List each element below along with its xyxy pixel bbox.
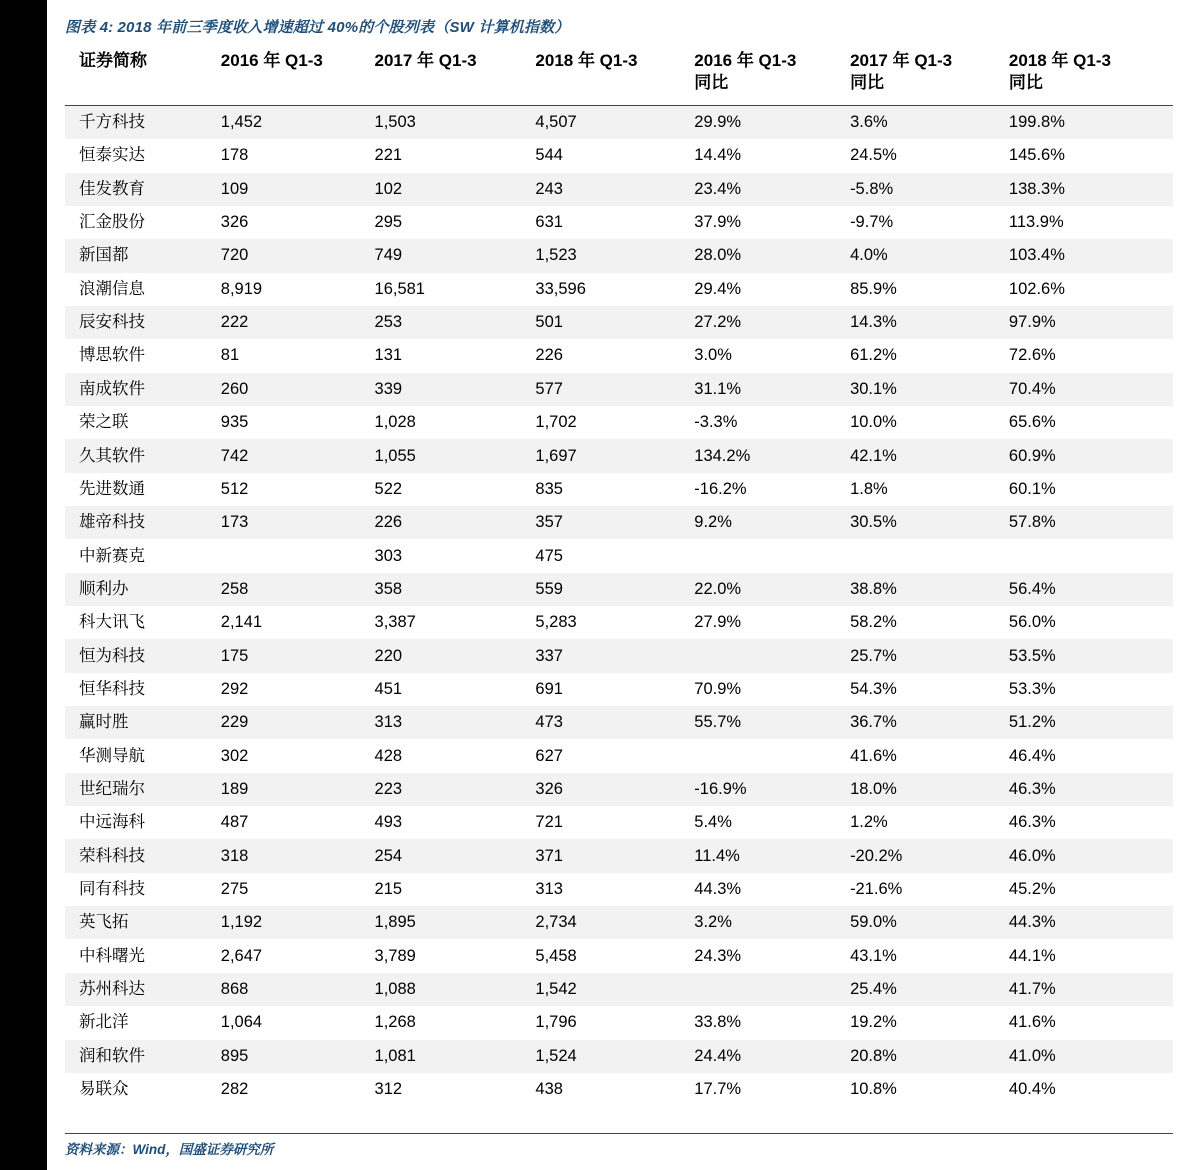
cell-security-name: 世纪瑞尔: [65, 773, 221, 806]
table-body: [65, 105, 1173, 1106]
cell-value: 43.1%: [850, 946, 897, 965]
cell-value: 487: [220, 813, 249, 832]
table-row: [65, 206, 1173, 239]
cell-value: -21.6%: [850, 879, 903, 898]
cell-value: 22.0%: [694, 573, 850, 606]
column-header-line1: 2018 年 Q1-3: [535, 51, 638, 70]
cell-value: -3.3%: [694, 413, 738, 432]
column-header-2017q13-yoy: [850, 44, 1009, 105]
cell-value: 868: [221, 973, 375, 1006]
cell-value: 173: [221, 506, 375, 539]
cell-value: 199.8%: [1009, 105, 1173, 139]
cell-value: 1,524: [535, 1040, 694, 1073]
cell-value: 85.9%: [850, 279, 897, 298]
cell-security-name: 苏州科达: [65, 973, 221, 1006]
cell-value: 70.9%: [694, 679, 742, 698]
cell-value: 475: [535, 546, 563, 565]
cell-value: 691: [535, 679, 563, 698]
cell-value: 221: [374, 146, 403, 165]
cell-security-name: 汇金股份: [79, 213, 145, 232]
cell-value: 229: [221, 706, 375, 739]
column-header-2018q13-yoy: [1009, 44, 1173, 105]
column-header-line2: 同比: [850, 73, 885, 93]
cell-security-name: 新国都: [65, 239, 221, 272]
cell-value: 326: [220, 213, 249, 232]
cell-value: 253: [375, 306, 536, 339]
cell-value: 631: [535, 213, 563, 232]
cell-value: 2,734: [535, 906, 694, 939]
cell-value: 371: [535, 839, 694, 872]
cell-value: 44.3%: [1009, 906, 1173, 939]
cell-value: 36.7%: [850, 706, 1009, 739]
cell-security-name: 顺利办: [65, 573, 221, 606]
table-row: [65, 539, 1173, 572]
cell-value: 33.8%: [694, 1013, 742, 1032]
cell-value: 1,452: [221, 105, 375, 139]
cell-value: 1,088: [375, 973, 536, 1006]
cell-value: 46.3%: [1008, 813, 1056, 832]
cell-value: 29.9%: [694, 105, 850, 139]
cell-security-name: 先进数通: [79, 479, 145, 498]
cell-value: 3,387: [374, 613, 416, 632]
column-header-line1: 2016 年 Q1-3: [220, 51, 323, 70]
cell-value: -9.7%: [850, 213, 894, 232]
cell-value: 10.8%: [850, 1080, 897, 1099]
cell-security-name: 润和软件: [65, 1040, 221, 1073]
cell-value: 522: [374, 479, 403, 498]
cell-value: 559: [535, 573, 694, 606]
table-row: [65, 806, 1173, 839]
cell-value: 175: [221, 639, 375, 672]
cell-value: 721: [535, 813, 563, 832]
table-header-row: [65, 44, 1173, 105]
cell-value: [694, 639, 850, 672]
cell-value: 3.2%: [694, 906, 850, 939]
table-row: [65, 239, 1173, 272]
cell-value: 103.4%: [1009, 239, 1173, 272]
cell-value: 189: [221, 773, 375, 806]
table-row: [65, 1006, 1173, 1039]
stock-revenue-growth-table: [65, 44, 1173, 1106]
cell-value: 282: [220, 1080, 249, 1099]
cell-value: 742: [221, 439, 375, 472]
cell-security-name: 荣之联: [79, 413, 129, 432]
cell-value: 20.8%: [850, 1040, 1009, 1073]
cell-value: 46.4%: [1008, 746, 1056, 765]
cell-value: 312: [374, 1080, 403, 1099]
cell-value: 25.7%: [850, 639, 1009, 672]
cell-value: 60.9%: [1009, 439, 1173, 472]
cell-value: 81: [220, 346, 240, 365]
column-header-line1: 2016 年 Q1-3: [694, 51, 797, 70]
cell-value: 3.0%: [694, 346, 732, 365]
cell-value: 5,458: [535, 946, 577, 965]
cell-security-name: 科大讯飞: [79, 613, 145, 632]
column-header-line1: 证券简称: [79, 51, 147, 70]
cell-value: 226: [535, 346, 563, 365]
column-header-line1: 2018 年 Q1-3: [1008, 51, 1111, 70]
cell-value: 544: [535, 146, 563, 165]
cell-value: 243: [535, 173, 694, 206]
cell-value: 37.9%: [694, 213, 742, 232]
cell-value: 1,028: [374, 413, 416, 432]
cell-value: 46.0%: [1009, 839, 1173, 872]
cell-value: 2,141: [220, 613, 263, 632]
cell-value: 131: [374, 346, 403, 365]
cell-security-name: 千方科技: [65, 105, 221, 139]
cell-value: 56.0%: [1008, 613, 1056, 632]
cell-value: 25.4%: [850, 973, 1009, 1006]
cell-value: 38.8%: [850, 573, 1009, 606]
table-row: [65, 673, 1173, 706]
cell-security-name: 雄帝科技: [65, 506, 221, 539]
table-row: [65, 739, 1173, 772]
column-header-2018q13-revenue: [535, 44, 694, 105]
table-row: [65, 1073, 1173, 1106]
cell-value: 70.4%: [1009, 373, 1173, 406]
table-row: [65, 839, 1173, 872]
cell-value: 493: [374, 813, 403, 832]
cell-value: 326: [535, 773, 694, 806]
cell-value: 33,596: [535, 279, 586, 298]
cell-value: 109: [221, 173, 375, 206]
cell-value: 53.3%: [1008, 679, 1056, 698]
cell-value: 9.2%: [694, 506, 850, 539]
cell-value: 512: [220, 479, 249, 498]
cell-value: 895: [221, 1040, 375, 1073]
cell-value: 24.3%: [694, 946, 742, 965]
cell-value: 292: [220, 679, 249, 698]
cell-value: 1,895: [375, 906, 536, 939]
table-row: [65, 173, 1173, 206]
cell-value: 27.9%: [694, 613, 742, 632]
column-header-2017q13-revenue: [375, 44, 536, 105]
table-row: [65, 439, 1173, 472]
cell-value: 8,919: [220, 279, 263, 298]
cell-value: 65.6%: [1008, 413, 1056, 432]
column-header-security-name: [65, 44, 221, 105]
table-row: [65, 906, 1173, 939]
cell-value: 473: [535, 706, 694, 739]
table-row: [65, 273, 1173, 306]
cell-value: -16.9%: [694, 773, 850, 806]
cell-value: 138.3%: [1009, 173, 1173, 206]
cell-value: 313: [535, 879, 563, 898]
figure-caption-text: 2018 年前三季度收入增速超过 40%的个股列表（SW 计算机指数）: [117, 19, 570, 36]
cell-value: 428: [374, 746, 403, 765]
cell-security-name: 英飞拓: [65, 906, 221, 939]
column-header-line1: 2017 年 Q1-3: [850, 51, 953, 70]
cell-value: 258: [221, 573, 375, 606]
cell-value: 302: [220, 746, 249, 765]
cell-security-name: 恒泰实达: [79, 146, 145, 165]
cell-value: 438: [535, 1080, 563, 1099]
cell-security-name: 中科曙光: [79, 946, 145, 965]
cell-value: 303: [374, 546, 403, 565]
cell-value: 1,702: [535, 413, 577, 432]
table-row: [65, 973, 1173, 1006]
cell-value: [694, 739, 850, 772]
document-page: [47, 0, 1191, 1170]
footer-divider: [65, 1133, 1173, 1134]
column-header-2016q13-revenue: [221, 44, 375, 105]
cell-value: 41.7%: [1009, 973, 1173, 1006]
cell-value: 51.2%: [1009, 706, 1173, 739]
cell-security-name: 恒华科技: [79, 679, 145, 698]
cell-value: 30.5%: [850, 506, 1009, 539]
column-header-line1: 2017 年 Q1-3: [374, 51, 477, 70]
cell-value: 23.4%: [694, 173, 850, 206]
cell-value: 451: [374, 679, 403, 698]
cell-value: 3,789: [374, 946, 416, 965]
cell-security-name: 易联众: [79, 1080, 129, 1099]
cell-value: 97.9%: [1009, 306, 1173, 339]
cell-value: 1,268: [374, 1013, 416, 1032]
cell-value: 223: [375, 773, 536, 806]
cell-value: 275: [220, 879, 249, 898]
cell-security-name: 赢时胜: [65, 706, 221, 739]
cell-value: 19.2%: [850, 1013, 897, 1032]
cell-value: 145.6%: [1008, 146, 1065, 165]
cell-value: 627: [535, 746, 563, 765]
cell-value: 18.0%: [850, 773, 1009, 806]
cell-security-name: 中新赛克: [79, 546, 145, 565]
table-row: [65, 139, 1173, 172]
cell-value: 113.9%: [1008, 213, 1064, 232]
cell-value: 226: [375, 506, 536, 539]
cell-value: 56.4%: [1009, 573, 1173, 606]
cell-value: 72.6%: [1008, 346, 1056, 365]
cell-value: 1,055: [375, 439, 536, 472]
cell-value: 254: [375, 839, 536, 872]
cell-value: 30.1%: [850, 373, 1009, 406]
cell-value: 220: [375, 639, 536, 672]
table-header: [65, 44, 1173, 105]
cell-value: [221, 539, 375, 572]
table-row: [65, 339, 1173, 372]
cell-value: 501: [535, 306, 694, 339]
cell-security-name: 恒为科技: [65, 639, 221, 672]
cell-value: 40.4%: [1008, 1080, 1056, 1099]
cell-value: 134.2%: [694, 439, 850, 472]
cell-value: 720: [221, 239, 375, 272]
cell-value: 4.0%: [850, 239, 1009, 272]
cell-value: 10.0%: [850, 413, 897, 432]
cell-value: 749: [375, 239, 536, 272]
cell-value: 60.1%: [1008, 479, 1056, 498]
table-row: [65, 506, 1173, 539]
cell-value: 215: [374, 879, 403, 898]
cell-value: 57.8%: [1009, 506, 1173, 539]
cell-value: 17.7%: [694, 1080, 742, 1099]
table-row: [65, 773, 1173, 806]
figure-caption-label: 图表 4:: [65, 19, 114, 36]
cell-value: 41.0%: [1009, 1040, 1173, 1073]
cell-value: 31.1%: [694, 373, 850, 406]
table-row: [65, 873, 1173, 906]
cell-value: 358: [375, 573, 536, 606]
cell-value: 11.4%: [694, 839, 850, 872]
cell-value: 295: [374, 213, 403, 232]
table-row: [65, 473, 1173, 506]
cell-value: 313: [375, 706, 536, 739]
table-row: [65, 706, 1173, 739]
cell-security-name: 新北洋: [79, 1013, 129, 1032]
cell-value: 28.0%: [694, 239, 850, 272]
figure-caption: [65, 16, 570, 37]
cell-security-name: 南成软件: [65, 373, 221, 406]
cell-value: 1,523: [535, 239, 694, 272]
cell-value: 24.4%: [694, 1040, 850, 1073]
cell-value: 102: [375, 173, 536, 206]
cell-value: 16,581: [374, 279, 425, 298]
cell-value: [694, 539, 850, 572]
cell-value: 45.2%: [1008, 879, 1056, 898]
cell-value: 1,081: [375, 1040, 536, 1073]
cell-value: 1.2%: [850, 813, 888, 832]
cell-value: 41.6%: [850, 746, 897, 765]
cell-value: 318: [221, 839, 375, 872]
cell-value: 3.6%: [850, 105, 1009, 139]
cell-value: 61.2%: [850, 346, 897, 365]
cell-value: 4,507: [535, 105, 694, 139]
cell-value: 54.3%: [850, 679, 897, 698]
cell-security-name: 华测导航: [79, 746, 145, 765]
cell-value: 46.3%: [1009, 773, 1173, 806]
column-header-line2: 同比: [694, 73, 729, 93]
cell-value: 44.3%: [694, 879, 742, 898]
cell-value: [1009, 539, 1173, 572]
cell-value: 44.1%: [1008, 946, 1056, 965]
column-header-line2: 同比: [1008, 73, 1043, 93]
cell-value: 2,647: [220, 946, 263, 965]
cell-value: 339: [375, 373, 536, 406]
cell-security-name: 浪潮信息: [79, 279, 145, 298]
cell-value: 577: [535, 373, 694, 406]
cell-security-name: 中远海科: [79, 813, 145, 832]
cell-value: -16.2%: [694, 479, 747, 498]
cell-security-name: 同有科技: [79, 879, 145, 898]
cell-value: -5.8%: [850, 173, 1009, 206]
cell-value: 835: [535, 479, 563, 498]
cell-value: 1,192: [221, 906, 375, 939]
cell-value: 41.6%: [1008, 1013, 1056, 1032]
cell-value: 337: [535, 639, 694, 672]
table-row: [65, 573, 1173, 606]
table-row: [65, 639, 1173, 672]
cell-value: 14.4%: [694, 146, 742, 165]
cell-value: 5.4%: [694, 813, 732, 832]
cell-value: 58.2%: [850, 613, 897, 632]
table-row: [65, 939, 1173, 972]
cell-value: 222: [221, 306, 375, 339]
cell-security-name: 博思软件: [79, 346, 145, 365]
cell-value: 357: [535, 506, 694, 539]
cell-security-name: 辰安科技: [65, 306, 221, 339]
cell-value: 5,283: [535, 613, 577, 632]
cell-security-name: 佳发教育: [65, 173, 221, 206]
table-row: [65, 373, 1173, 406]
cell-value: 55.7%: [694, 706, 850, 739]
table-row: [65, 306, 1173, 339]
cell-value: 260: [221, 373, 375, 406]
table-row: [65, 606, 1173, 639]
cell-value: 1.8%: [850, 479, 888, 498]
cell-value: [850, 539, 1009, 572]
cell-value: 178: [220, 146, 249, 165]
cell-value: 935: [220, 413, 249, 432]
cell-value: 1,697: [535, 439, 694, 472]
cell-value: 1,503: [375, 105, 536, 139]
table-row: [65, 406, 1173, 439]
cell-value: 59.0%: [850, 906, 1009, 939]
cell-security-name: 久其软件: [65, 439, 221, 472]
table-row: [65, 1040, 1173, 1073]
cell-value: 29.4%: [694, 279, 742, 298]
cell-value: 102.6%: [1008, 279, 1065, 298]
cell-value: 42.1%: [850, 439, 1009, 472]
cell-value: 53.5%: [1009, 639, 1173, 672]
column-header-2016q13-yoy: [694, 44, 850, 105]
table-row: [65, 105, 1173, 139]
cell-value: 27.2%: [694, 306, 850, 339]
cell-value: 14.3%: [850, 306, 1009, 339]
cell-value: [694, 973, 850, 1006]
cell-security-name: 荣科科技: [65, 839, 221, 872]
cell-value: 1,064: [220, 1013, 263, 1032]
cell-value: 1,796: [535, 1013, 577, 1032]
cell-value: 1,542: [535, 973, 694, 1006]
source-note: 资料来源：Wind，国盛证券研究所: [65, 1142, 274, 1157]
cell-value: 24.5%: [850, 146, 897, 165]
cell-value: -20.2%: [850, 839, 1009, 872]
